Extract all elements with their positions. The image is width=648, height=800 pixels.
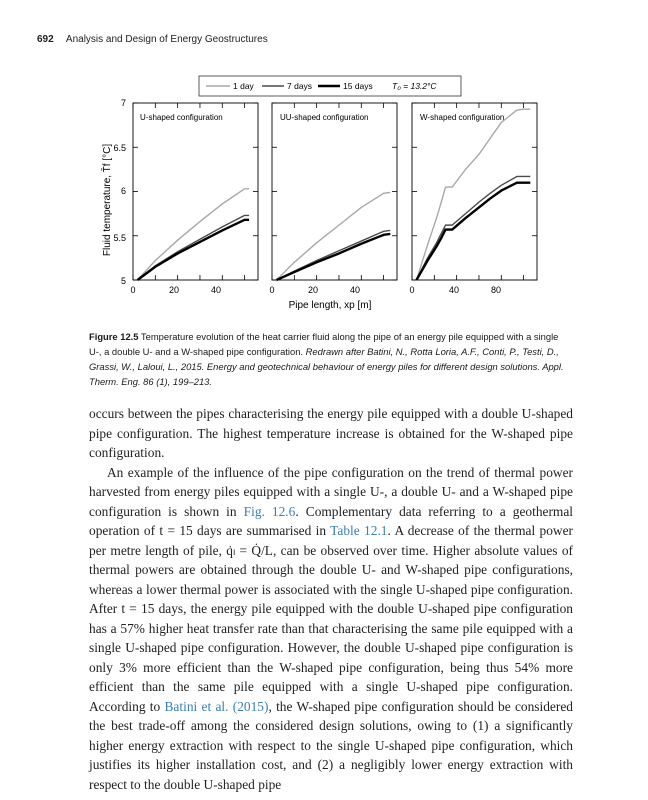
legend-label-15-days: 15 days <box>343 81 373 91</box>
panel-w-shaped <box>409 103 537 295</box>
x-tick-label: 40 <box>210 285 222 295</box>
panel-uu-shaped <box>269 103 397 295</box>
y-tick-label: 5.5 <box>113 233 126 243</box>
y-tick-label: 7 <box>120 98 126 108</box>
link-batini-2015[interactable]: Batini et al. (2015) <box>164 698 269 714</box>
panel-u-shaped <box>130 103 258 295</box>
link-fig-12-6[interactable]: Fig. 12.6 <box>243 503 296 519</box>
series-line-15-days <box>137 220 249 280</box>
x-axis-label: Pipe length, xp [m] <box>288 300 372 311</box>
y-tick-label: 5 <box>120 276 126 286</box>
legend-label-7-days: 7 days <box>287 81 313 91</box>
series-line-15-days <box>416 183 530 280</box>
text-run: . A decrease of the thermal power per metre length of pile, q̇ₗ = Q̇/L, can be observed over time. Higher absolute values of thermal powers are obtained through the double U- and W-shaped pipe configurations, whereas a lower thermal power is associated with the single U-shaped pipe configuration. After t = 15 days, the energy pile equipped with the double U-shaped pipe configuration has a 57% higher heat transfer rate than that characterising the same pile equipped with a single U-shaped pipe configuration. However, the double U-shaped pipe configuration is only 3% more efficient than the W-shaped pipe configuration, being thus 54% more efficient than the same pile equipped with a single U-shaped pipe configuration. According to <box>89 523 574 714</box>
x-tick-label: 0 <box>269 285 275 295</box>
paragraph <box>89 463 573 795</box>
page-number: 692 <box>37 34 54 45</box>
panel-frame <box>133 103 258 280</box>
x-tick-label: 0 <box>130 285 136 295</box>
running-title: Analysis and Design of Energy Geostructures <box>65 34 268 45</box>
body-text <box>89 404 573 794</box>
caption-citation: Redrawn after Batini, N., Rotta Loria, A.F., Conti, P., Testi, D., Grassi, W., Laloui, L., 2015. Energy and geotechnical behaviour of energy piles for different design solutions. Appl. Therm. Eng. 86 (1), 199–213. <box>89 346 564 387</box>
x-tick-label: 20 <box>168 285 180 295</box>
panel-title: UU-shaped configuration <box>280 113 369 122</box>
panel-title: U-shaped configuration <box>140 113 223 122</box>
legend <box>199 76 461 96</box>
x-tick-label: 40 <box>448 285 460 295</box>
x-tick-label: 0 <box>409 285 415 295</box>
y-tick-label: 6 <box>120 186 126 196</box>
figure-12-5 <box>0 0 648 330</box>
x-tick-label: 20 <box>307 285 319 295</box>
y-tick-label: 6.5 <box>113 143 126 153</box>
x-tick-label: 80 <box>490 285 502 295</box>
y-tick-labels <box>113 98 126 286</box>
paragraph: occurs between the pipes characterising the energy pile equipped with a double U-shaped pipe configuration. The highest temperature increase is obtained for the W-shaped pipe configuration. <box>89 406 573 460</box>
series-line-15-days <box>276 234 390 280</box>
text-run: . Complementary data referring to a geothermal operation of t = 15 days are summarised in <box>89 503 574 538</box>
figure-caption <box>89 329 573 389</box>
legend-label-1-day: 1 day <box>233 81 254 91</box>
y-axis-label: Fluid temperature, T̄f [°C] <box>102 143 113 257</box>
text-run: An example of the influence of the pipe configuration on the trend of thermal power harvested from energy piles equipped with a single U-, a double U- and a W-shaped pipe configuration is shown in <box>89 464 573 519</box>
panel-title: W-shaped configuration <box>420 113 505 122</box>
caption-text: Temperature evolution of the heat carrier fluid along the pipe of an energy pile equipped with a single U-, a double U- and a W-shaped pipe configuration. <box>89 331 559 357</box>
link-table-12-1[interactable]: Table 12.1 <box>330 523 388 538</box>
text-run: , the W-shaped pipe configuration should be considered the best trade-off among the considered design solutions, owing to (1) a significantly higher energy extraction with respect to the single U-shaped pipe configuration, which justifies its higher installation cost, and (2) a negligibly lower energy extraction with respect to the double U-shaped pipe <box>89 698 573 792</box>
legend-ground-temperature: T₀ = 13.2°C <box>392 81 437 91</box>
series-line-1-day <box>416 109 530 280</box>
x-tick-label: 40 <box>349 285 361 295</box>
caption-label: Figure 12.5 <box>89 331 139 342</box>
